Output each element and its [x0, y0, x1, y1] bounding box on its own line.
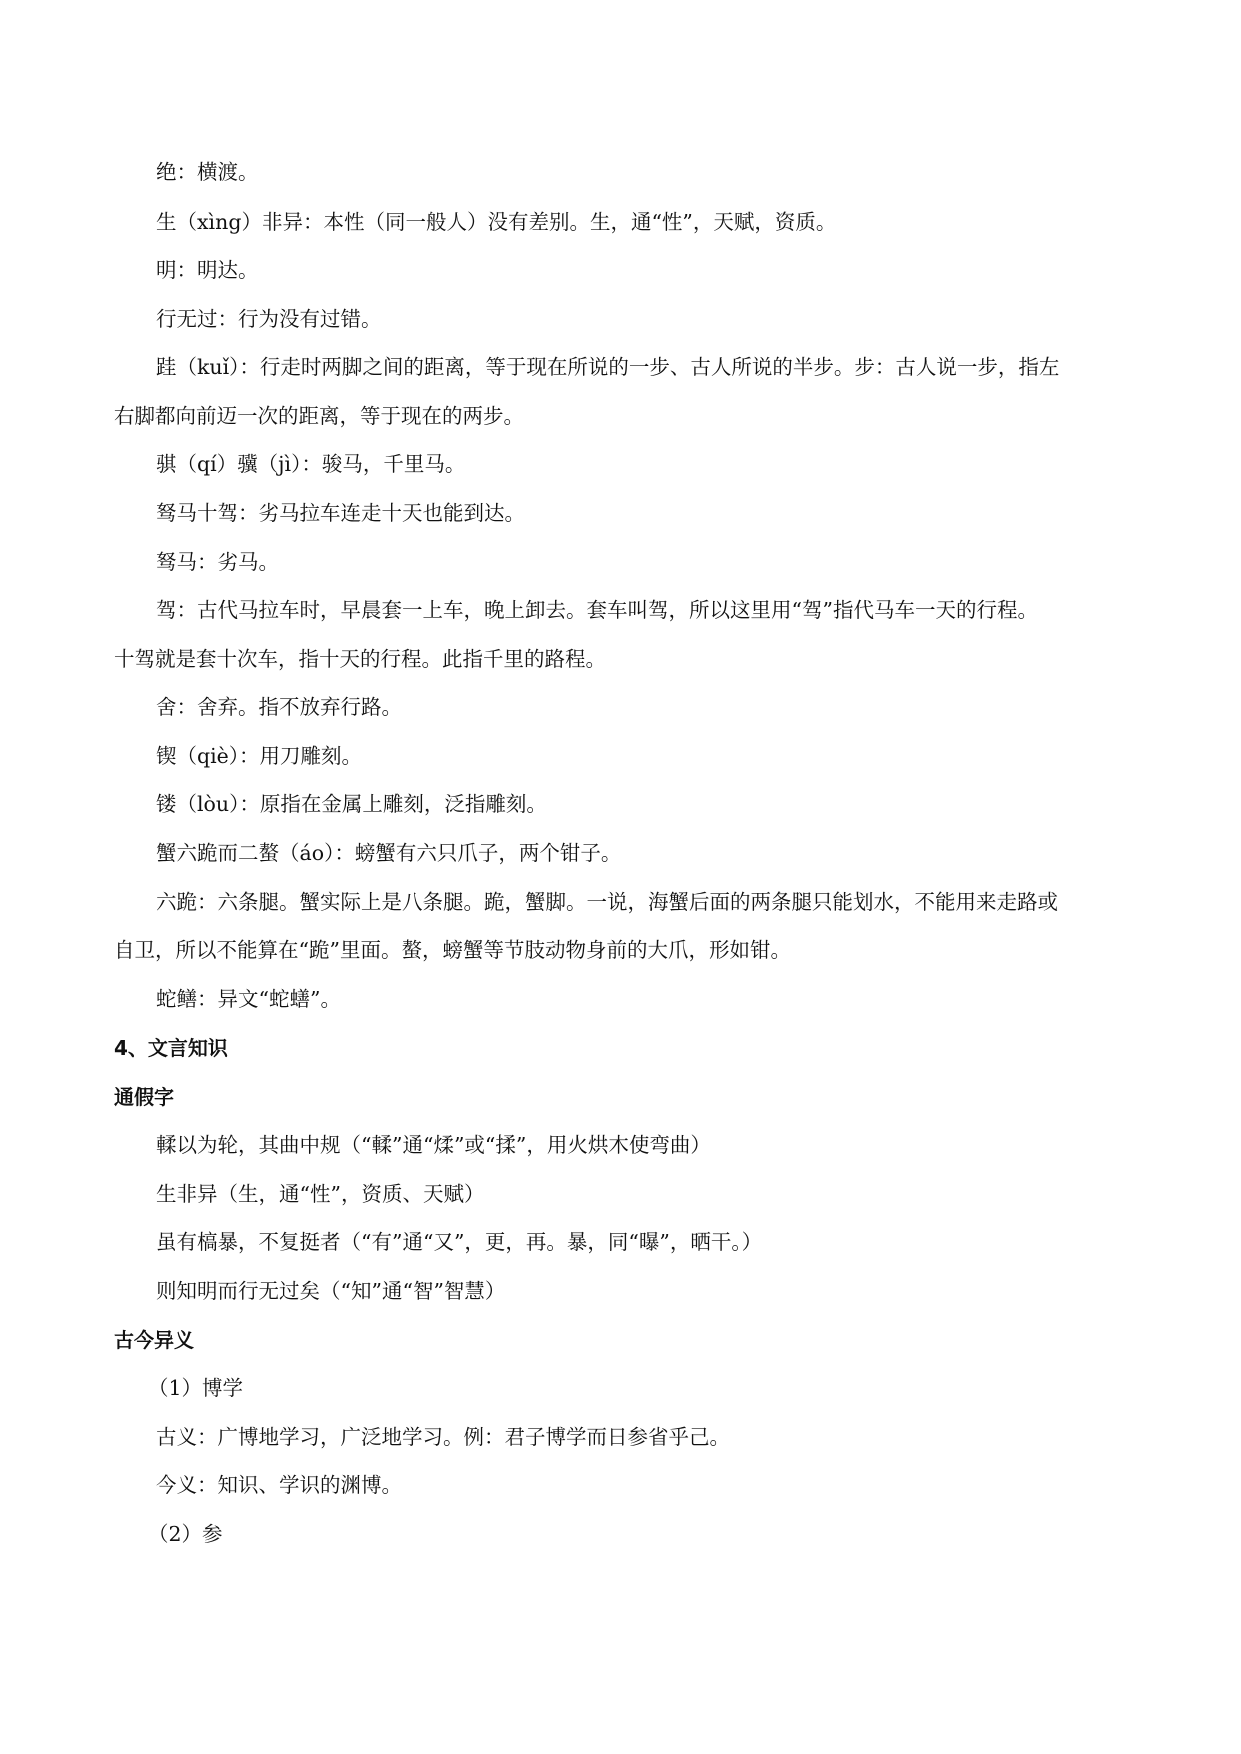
gujin-item-1-modern: 今义：知识、学识的渊博。 [156, 1473, 402, 1497]
subheading-gujin-yiyi: 古今异义 [114, 1328, 194, 1352]
tongjia-item-1: 輮以为轮，其曲中规（“輮”通“煣”或“揉”，用火烘木使弯曲） [156, 1133, 711, 1157]
gloss-jia-line-2: 十驾就是套十次车，指十天的行程。此指千里的路程。 [114, 647, 606, 671]
gloss-liu-gui-line-2: 自卫，所以不能算在“跪”里面。螯，螃蟹等节肢动物身前的大爪，形如钳。 [114, 938, 791, 962]
section-heading-wenyan-zhishi: 4、文言知识 [114, 1036, 228, 1060]
gloss-liu-gui-line-1: 六跪：六条腿。蟹实际上是八条腿。跪，蟹脚。一说，海蟹后面的两条腿只能划水，不能用来走路或 [156, 890, 1058, 914]
gloss-she-shan: 蛇鳝：异文“蛇蟮”。 [156, 987, 341, 1011]
tongjia-item-4: 则知明而行无过矣（“知”通“智”智慧） [156, 1279, 506, 1303]
gloss-numa-shijia: 驽马十驾：劣马拉车连走十天也能到达。 [156, 501, 525, 525]
gujin-item-2-title: （2）参 [148, 1522, 223, 1546]
gloss-xie-liu-gui: 蟹六跪而二螯（áo）：螃蟹有六只爪子，两个钳子。 [156, 841, 622, 865]
subheading-tongjiazi: 通假字 [114, 1085, 174, 1109]
gujin-item-1-title: （1）博学 [148, 1376, 244, 1400]
gloss-she: 舍：舍弃。指不放弃行路。 [156, 695, 402, 719]
tongjia-item-2: 生非异（生，通“性”，资质、天赋） [156, 1182, 485, 1206]
gloss-numa: 驽马：劣马。 [156, 550, 279, 574]
gloss-qie: 锲（qiè）：用刀雕刻。 [156, 744, 363, 768]
gloss-qiji: 骐（qí）骥（jì）：骏马，千里马。 [156, 452, 466, 476]
gloss-kui-line-2: 右脚都向前迈一次的距离，等于现在的两步。 [114, 404, 524, 428]
gloss-jia-line-1: 驾：古代马拉车时，早晨套一上车，晚上卸去。套车叫驾，所以这里用“驾”指代马车一天的行程。 [156, 598, 1038, 622]
gloss-ming: 明：明达。 [156, 258, 259, 282]
gloss-sheng-fei-yi: 生（xìng）非异：本性（同一般人）没有差别。生，通“性”，天赋，资质。 [156, 210, 837, 234]
tongjia-item-3: 虽有槁暴，不复挺者（“有”通“又”，更，再。暴，同“曝”，晒干。） [156, 1230, 763, 1254]
gloss-lou: 镂（lòu）：原指在金属上雕刻，泛指雕刻。 [156, 792, 547, 816]
gloss-jue: 绝：横渡。 [156, 160, 259, 184]
gloss-kui-line-1: 跬（kuǐ）：行走时两脚之间的距离，等于现在所说的一步、古人所说的半步。步：古人说一步，指左 [156, 355, 1060, 379]
gujin-item-1-ancient: 古义：广博地学习，广泛地学习。例：君子博学而日参省乎己。 [156, 1425, 730, 1449]
gloss-xing-wu-guo: 行无过：行为没有过错。 [156, 307, 382, 331]
